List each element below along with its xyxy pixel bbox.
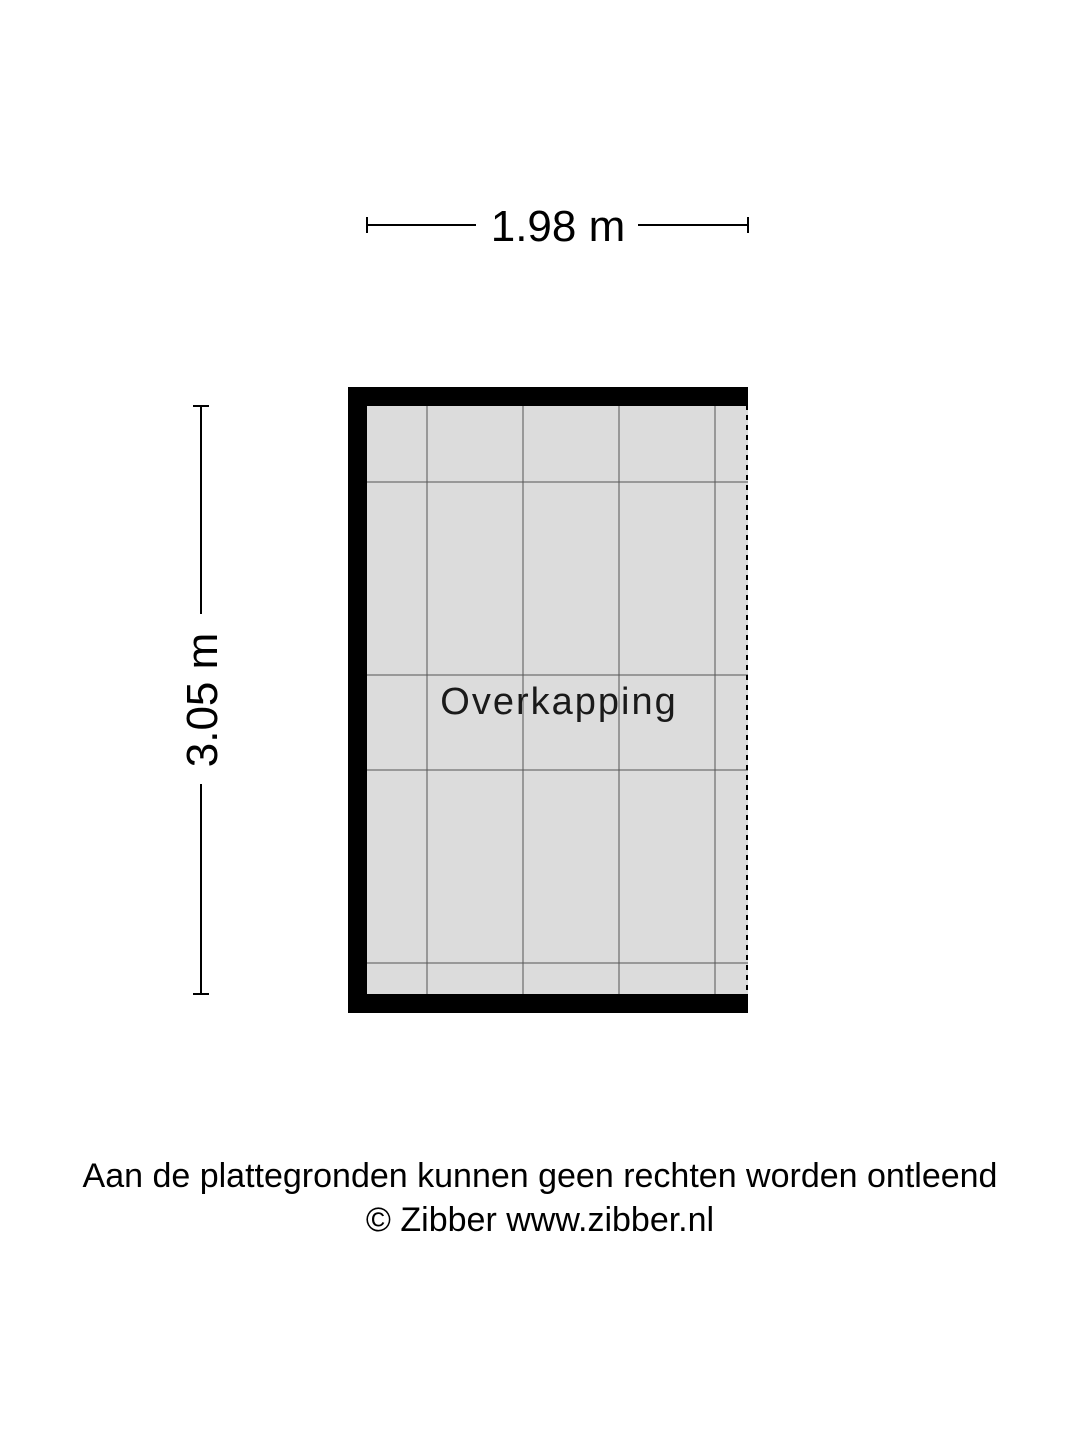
copyright-text: © Zibber www.zibber.nl [365, 1201, 715, 1239]
room-overkapping [348, 387, 748, 1013]
wall-left [348, 387, 367, 1013]
disclaimer-text: Aan de plattegronden kunnen geen rechten worden ontleend [82, 1157, 998, 1195]
height-dimension [178, 406, 227, 994]
wall-top [348, 387, 748, 406]
wall-bottom [348, 994, 748, 1013]
width-dimension [367, 202, 748, 251]
height-dim-label: 3.05 m [178, 632, 227, 768]
room-label: Overkapping [440, 681, 678, 723]
width-dim-label: 1.98 m [490, 202, 626, 251]
